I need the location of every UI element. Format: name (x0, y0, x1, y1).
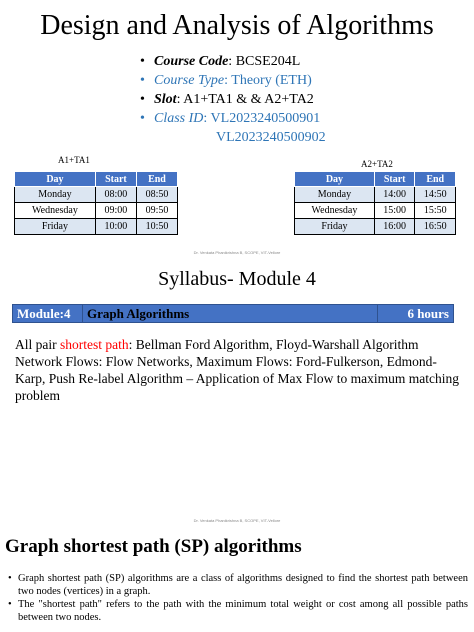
course-type-value: Theory (ETH) (231, 73, 312, 88)
separator: : (203, 111, 211, 126)
end-cell: 10:50 (136, 219, 177, 235)
syllabus-content (15, 336, 460, 404)
table-right-label: A2+TA2 (361, 159, 393, 169)
col-header: Start (95, 172, 136, 187)
col-header: End (136, 172, 177, 187)
class-id-value-2: VL2023240500902 (216, 130, 326, 145)
separator: : (224, 73, 232, 88)
end-cell: 14:50 (415, 187, 456, 203)
slide-footer: Dr. Venkata Phanikrishna B, SCOPE, VIT-Vellore (193, 518, 281, 523)
end-cell: 09:50 (136, 203, 177, 219)
col-header: End (415, 172, 456, 187)
day-cell: Wednesday (15, 203, 96, 219)
table-left-label: A1+TA1 (58, 155, 90, 165)
slide-title: Graph shortest path (SP) algorithms (5, 536, 302, 557)
day-cell: Monday (295, 187, 375, 203)
day-cell: Friday (15, 219, 96, 235)
syllabus-text-rest: : Bellman Ford Algorithm, Floyd-Warshall Algorithm Network Flows: Flow Networks, Maximum Flows: Ford-Fulkerson, Edmond-Karp, Push Re-label Algorithm – Application of Max Flow to maximum matching problem (15, 337, 459, 403)
bullet-icon: • (8, 573, 12, 584)
col-header: Day (15, 172, 96, 187)
day-cell: Monday (15, 187, 96, 203)
slide-title: Design and Analysis of Algorithms (40, 10, 434, 41)
course-type-item (140, 71, 326, 90)
slide-shortest-path (0, 528, 474, 632)
slot-key: Slot (154, 92, 177, 107)
course-details-list (140, 52, 326, 147)
start-cell: 09:00 (95, 203, 136, 219)
slide-course-info (0, 0, 474, 256)
col-header: Start (374, 172, 415, 187)
slide-syllabus (0, 256, 474, 528)
table-row (295, 219, 456, 235)
syllabus-text-start: All pair (15, 337, 60, 352)
bullet-text: The "shortest path" refers to the path with the minimum total weight or cost among all possible paths between two nodes. (18, 599, 468, 623)
table-row (295, 187, 456, 203)
slide-title: Syllabus- Module 4 (158, 268, 316, 290)
syllabus-highlight: shortest path (60, 337, 129, 352)
table-row (15, 187, 178, 203)
module-name: Graph Algorithms (87, 306, 190, 321)
slot-item (140, 90, 326, 109)
class-id-value: VL2023240500901 (210, 111, 321, 126)
course-type-key: Course Type (154, 73, 225, 88)
bullet-icon: • (140, 54, 145, 69)
end-cell: 15:50 (415, 203, 456, 219)
col-header: Day (295, 172, 375, 187)
list-item (8, 598, 468, 624)
bullet-text: Graph shortest path (SP) algorithms are a class of algorithms designed to find the shortest path between two nodes (vertices) in a graph. (18, 573, 468, 597)
table-row (295, 203, 456, 219)
start-cell: 16:00 (374, 219, 415, 235)
start-cell: 08:00 (95, 187, 136, 203)
class-id-item (140, 109, 326, 147)
end-cell: 16:50 (415, 219, 456, 235)
bullet-icon: • (8, 599, 12, 610)
start-cell: 14:00 (374, 187, 415, 203)
separator: : (228, 54, 236, 69)
bullet-icon: • (140, 73, 145, 88)
list-item (8, 572, 468, 598)
end-cell: 08:50 (136, 187, 177, 203)
slot-value: A1+TA1 & & A2+TA2 (183, 92, 314, 107)
course-code-value: BCSE204L (235, 54, 301, 69)
table-row (15, 219, 178, 235)
schedule-table-a2 (294, 171, 456, 235)
module-hours: 6 hours (377, 305, 453, 322)
day-cell: Wednesday (295, 203, 375, 219)
module-header-bar (12, 304, 454, 323)
separator: : (176, 92, 184, 107)
schedule-table-a1 (14, 171, 178, 235)
bullet-icon: • (140, 111, 145, 126)
bullet-icon: • (140, 92, 145, 107)
table-row (15, 203, 178, 219)
start-cell: 10:00 (95, 219, 136, 235)
bullet-list (8, 572, 468, 624)
course-code-key: Course Code (154, 54, 229, 69)
day-cell: Friday (295, 219, 375, 235)
class-id-key: Class ID (154, 111, 204, 126)
course-code-item (140, 52, 326, 71)
slide-footer: Dr. Venkata Phanikrishna B, SCOPE, VIT-Vellore (193, 250, 281, 255)
start-cell: 15:00 (374, 203, 415, 219)
module-label: Module:4 (13, 305, 83, 322)
